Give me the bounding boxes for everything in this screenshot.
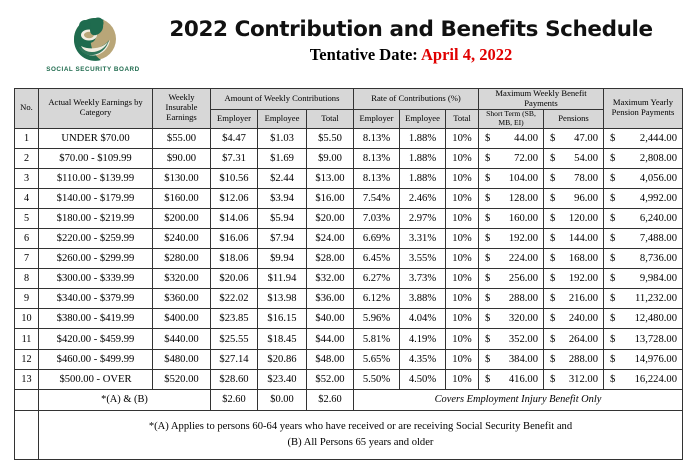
cell-earnings-range: $500.00 - OVER [39,369,153,389]
cell-rate-employer: 7.03% [354,208,400,228]
cell-short-term-benefit: $ 320.00 [479,309,544,329]
cell-yearly-pension: $ 16,224.00 [604,369,683,389]
cell-contribution-total: $28.00 [307,249,354,269]
cell-short-term-benefit: $ 160.00 [479,208,544,228]
cell-pension-benefit: $ 144.00 [544,229,604,249]
col-maximum-yearly-pension-payments: Maximum Yearly Pension Payments [604,89,683,129]
cell-contribution-employee: $23.40 [258,369,307,389]
cell-contribution-employer: $20.06 [211,269,258,289]
cell-contribution-total: $24.00 [307,229,354,249]
cell-rate-employee: 1.88% [400,128,446,148]
cell-rate-total: 10% [446,249,479,269]
cell-pension-benefit: $ 240.00 [544,309,604,329]
cell-rate-total: 10% [446,128,479,148]
cell-rate-employer: 6.69% [354,229,400,249]
cell-contribution-total: $52.00 [307,369,354,389]
cell-rate-employer: 6.12% [354,289,400,309]
cell-rate-employer: 8.13% [354,168,400,188]
cell-yearly-pension: $ 2,444.00 [604,128,683,148]
col-actual-weekly-earnings: Actual Weekly Earnings by Category [39,89,153,129]
cell-yearly-pension: $ 4,056.00 [604,168,683,188]
cell-yearly-pension: $ 9,984.00 [604,269,683,289]
footnote-no-cell [15,410,39,459]
cell-weekly-insurable: $200.00 [153,208,211,228]
cell-pension-benefit: $ 168.00 [544,249,604,269]
cell-pension-benefit: $ 192.00 [544,269,604,289]
cell-rate-employee: 4.19% [400,329,446,349]
cell-yearly-pension: $ 4,992.00 [604,188,683,208]
cell-short-term-benefit: $ 288.00 [479,289,544,309]
table-row [15,148,683,168]
cell-rate-employee: 3.88% [400,289,446,309]
cell-contribution-employer: $4.47 [211,128,258,148]
cell-short-term-benefit: $ 384.00 [479,349,544,369]
cell-contribution-total: $13.00 [307,168,354,188]
cell-rate-total: 10% [446,269,479,289]
col-rate-of-contributions: Rate of Contributions (%) [354,89,479,110]
cell-no: 13 [15,369,39,389]
col-contribution-employer: Employer [211,109,258,128]
col-short-term: Short Term (SB, MB, EI) [479,109,544,128]
cell-rate-employee: 2.97% [400,208,446,228]
cell-pension-benefit: $ 96.00 [544,188,604,208]
footnote-line-1: *(A) Applies to persons 60-64 years who have received or are receiving Social Security Benefit and [148,421,573,433]
tentative-date-line [152,45,670,65]
cell-rate-total: 10% [446,188,479,208]
cell-rate-employer: 6.27% [354,269,400,289]
cell-no: 9 [15,289,39,309]
cell-no: 5 [15,208,39,228]
col-pensions: Pensions [544,109,604,128]
cell-short-term-benefit: $ 128.00 [479,188,544,208]
cell-contribution-employer: $22.02 [211,289,258,309]
cell-no: 3 [15,168,39,188]
cell-short-term-benefit: $ 416.00 [479,369,544,389]
footnote-line-2: (B) All Persons 65 years and older [287,436,434,448]
cell-contribution-employer: $12.06 [211,188,258,208]
cell-rate-total: 10% [446,309,479,329]
cell-earnings-range: $460.00 - $499.99 [39,349,153,369]
cell-pension-benefit: $ 288.00 [544,349,604,369]
cell-no: 2 [15,148,39,168]
cell-rate-employee: 1.88% [400,168,446,188]
cell-rate-employer: 5.96% [354,309,400,329]
footer-ab-label: *(A) & (B) [39,389,211,410]
cell-contribution-employer: $25.55 [211,329,258,349]
cell-rate-total: 10% [446,208,479,228]
footer-ab-note: Covers Employment Injury Benefit Only [354,389,683,410]
cell-rate-total: 10% [446,168,479,188]
cell-short-term-benefit: $ 72.00 [479,148,544,168]
table-row [15,229,683,249]
cell-contribution-employer: $27.14 [211,349,258,369]
cell-weekly-insurable: $160.00 [153,188,211,208]
cell-no: 4 [15,188,39,208]
cell-contribution-employer: $28.60 [211,369,258,389]
cell-rate-employee: 4.50% [400,369,446,389]
cell-weekly-insurable: $280.00 [153,249,211,269]
cell-pension-benefit: $ 47.00 [544,128,604,148]
cell-rate-employee: 3.55% [400,249,446,269]
cell-earnings-range: $140.00 - $179.99 [39,188,153,208]
cell-rate-employer: 6.45% [354,249,400,269]
footnote-text [39,410,683,459]
cell-contribution-employer: $18.06 [211,249,258,269]
cell-contribution-employee: $5.94 [258,208,307,228]
col-maximum-weekly-benefit-payments: Maximum Weekly Benefit Payments [479,89,604,110]
cell-yearly-pension: $ 12,480.00 [604,309,683,329]
col-contribution-total: Total [307,109,354,128]
cell-short-term-benefit: $ 352.00 [479,329,544,349]
cell-weekly-insurable: $240.00 [153,229,211,249]
cell-pension-benefit: $ 78.00 [544,168,604,188]
col-rate-employee: Employee [400,109,446,128]
cell-pension-benefit: $ 264.00 [544,329,604,349]
cell-no: 12 [15,349,39,369]
cell-contribution-total: $44.00 [307,329,354,349]
cell-contribution-total: $40.00 [307,309,354,329]
cell-contribution-employee: $7.94 [258,229,307,249]
cell-short-term-benefit: $ 44.00 [479,128,544,148]
footer-ab-total: $2.60 [307,389,354,410]
col-weekly-insurable-earnings: Weekly Insurable Earnings [153,89,211,129]
cell-rate-employee: 4.35% [400,349,446,369]
cell-no: 10 [15,309,39,329]
cell-contribution-total: $16.00 [307,188,354,208]
cell-weekly-insurable: $130.00 [153,168,211,188]
cell-contribution-total: $36.00 [307,289,354,309]
table-row [15,349,683,369]
cell-rate-employee: 1.88% [400,148,446,168]
cell-rate-total: 10% [446,349,479,369]
cell-rate-total: 10% [446,329,479,349]
cell-rate-employer: 8.13% [354,128,400,148]
contribution-schedule-table [14,88,683,460]
cell-weekly-insurable: $55.00 [153,128,211,148]
cell-earnings-range: UNDER $70.00 [39,128,153,148]
col-amount-weekly-contributions: Amount of Weekly Contributions [211,89,354,110]
cell-contribution-total: $5.50 [307,128,354,148]
page-title: 2022 Contribution and Benefits Schedule [169,16,653,42]
table-row [15,369,683,389]
social-security-board-emblem-icon [67,13,119,65]
cell-earnings-range: $300.00 - $339.99 [39,269,153,289]
cell-earnings-range: $110.00 - $139.99 [39,168,153,188]
cell-short-term-benefit: $ 256.00 [479,269,544,289]
cell-yearly-pension: $ 11,232.00 [604,289,683,309]
cell-no: 11 [15,329,39,349]
cell-contribution-employer: $10.56 [211,168,258,188]
cell-short-term-benefit: $ 104.00 [479,168,544,188]
footer-ab-row [15,389,683,410]
cell-short-term-benefit: $ 224.00 [479,249,544,269]
footer-ab-employee: $0.00 [258,389,307,410]
cell-yearly-pension: $ 13,728.00 [604,329,683,349]
col-contribution-employee: Employee [258,109,307,128]
cell-rate-employee: 4.04% [400,309,446,329]
table-row [15,168,683,188]
cell-pension-benefit: $ 120.00 [544,208,604,228]
cell-contribution-employer: $14.06 [211,208,258,228]
cell-rate-total: 10% [446,289,479,309]
cell-rate-employer: 5.50% [354,369,400,389]
cell-rate-employer: 5.81% [354,329,400,349]
cell-no: 8 [15,269,39,289]
table-footer [15,389,683,459]
title-block [152,18,696,65]
cell-contribution-employer: $16.06 [211,229,258,249]
cell-contribution-total: $32.00 [307,269,354,289]
cell-yearly-pension: $ 6,240.00 [604,208,683,228]
organization-logo [34,13,152,73]
tentative-date-value: April 4, 2022 [421,44,513,64]
document-header [0,0,696,86]
cell-rate-employee: 3.31% [400,229,446,249]
cell-contribution-employer: $23.85 [211,309,258,329]
cell-weekly-insurable: $90.00 [153,148,211,168]
table-row [15,329,683,349]
organization-name: SOCIAL SECURITY BOARD [46,66,140,73]
cell-no: 6 [15,229,39,249]
cell-contribution-employee: $1.03 [258,128,307,148]
col-rate-employer: Employer [354,109,400,128]
tentative-date-label: Tentative Date: [309,44,418,64]
cell-earnings-range: $380.00 - $419.99 [39,309,153,329]
cell-short-term-benefit: $ 192.00 [479,229,544,249]
cell-earnings-range: $420.00 - $459.99 [39,329,153,349]
cell-yearly-pension: $ 8,736.00 [604,249,683,269]
cell-contribution-total: $20.00 [307,208,354,228]
cell-contribution-total: $9.00 [307,148,354,168]
cell-contribution-employee: $3.94 [258,188,307,208]
cell-weekly-insurable: $440.00 [153,329,211,349]
cell-pension-benefit: $ 312.00 [544,369,604,389]
col-rate-total: Total [446,109,479,128]
header-row-group [15,89,683,110]
table-header [15,89,683,129]
schedule-table-container [14,88,682,460]
table-row [15,269,683,289]
footnote-row [15,410,683,459]
cell-rate-employee: 2.46% [400,188,446,208]
footer-no-cell [15,389,39,410]
cell-rate-employer: 8.13% [354,148,400,168]
cell-contribution-employee: $1.69 [258,148,307,168]
cell-yearly-pension: $ 2,808.00 [604,148,683,168]
table-row [15,208,683,228]
table-row [15,309,683,329]
cell-rate-employer: 7.54% [354,188,400,208]
cell-weekly-insurable: $320.00 [153,269,211,289]
cell-rate-employer: 5.65% [354,349,400,369]
cell-yearly-pension: $ 14,976.00 [604,349,683,369]
cell-contribution-employee: $20.86 [258,349,307,369]
cell-no: 7 [15,249,39,269]
cell-pension-benefit: $ 54.00 [544,148,604,168]
cell-contribution-employee: $18.45 [258,329,307,349]
cell-rate-employee: 3.73% [400,269,446,289]
cell-rate-total: 10% [446,369,479,389]
cell-earnings-range: $180.00 - $219.99 [39,208,153,228]
footer-ab-employer: $2.60 [211,389,258,410]
cell-rate-total: 10% [446,148,479,168]
cell-contribution-employee: $9.94 [258,249,307,269]
cell-weekly-insurable: $360.00 [153,289,211,309]
table-row [15,128,683,148]
cell-contribution-employee: $13.98 [258,289,307,309]
cell-earnings-range: $340.00 - $379.99 [39,289,153,309]
cell-contribution-employer: $7.31 [211,148,258,168]
cell-weekly-insurable: $400.00 [153,309,211,329]
cell-contribution-employee: $16.15 [258,309,307,329]
table-row [15,249,683,269]
cell-yearly-pension: $ 7,488.00 [604,229,683,249]
table-row [15,289,683,309]
cell-contribution-employee: $11.94 [258,269,307,289]
cell-weekly-insurable: $520.00 [153,369,211,389]
cell-weekly-insurable: $480.00 [153,349,211,369]
cell-earnings-range: $70.00 - $109.99 [39,148,153,168]
cell-contribution-total: $48.00 [307,349,354,369]
cell-contribution-employee: $2.44 [258,168,307,188]
cell-earnings-range: $220.00 - $259.99 [39,229,153,249]
table-body [15,128,683,389]
cell-no: 1 [15,128,39,148]
cell-earnings-range: $260.00 - $299.99 [39,249,153,269]
table-row [15,188,683,208]
cell-rate-total: 10% [446,229,479,249]
cell-pension-benefit: $ 216.00 [544,289,604,309]
col-no: No. [15,89,39,129]
